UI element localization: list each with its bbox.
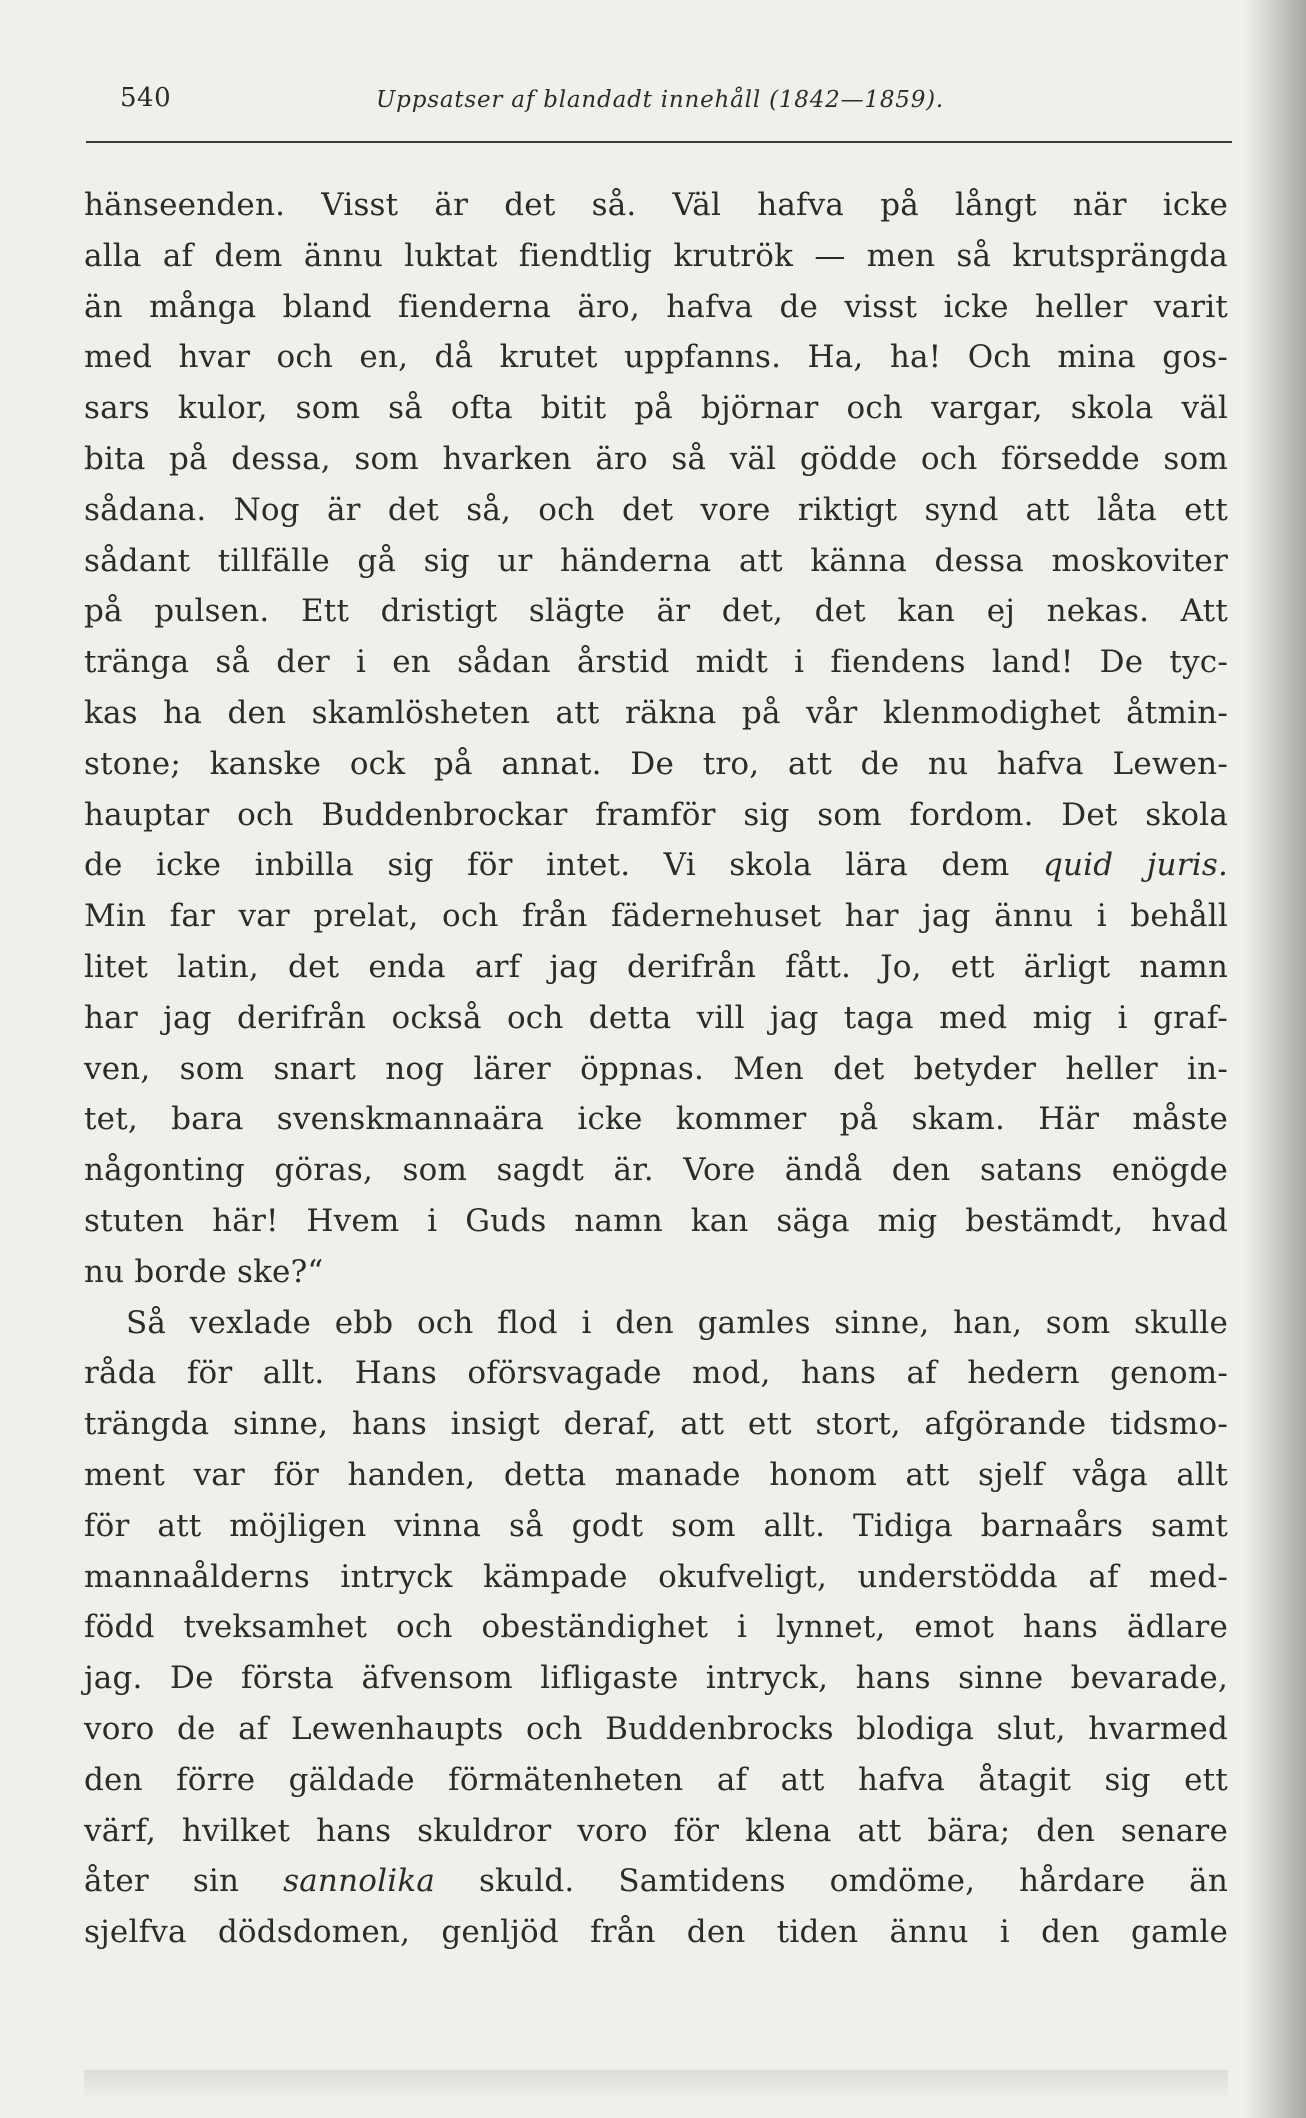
text-line: hänseenden. Visst är det så. Väl hafva på långt när icke	[84, 187, 1228, 223]
text-line: Min far var prelat, och från fädernehuset har jag ännu i behåll	[84, 898, 1228, 935]
text-line: med hvar och en, då krutet uppfanns. Ha, ha! Och mina gos-	[84, 339, 1228, 376]
text-line: mannaålderns intryck kämpade okufveligt, understödda af med-	[84, 1558, 1228, 1595]
text-line: ven, som snart nog lärer öppnas. Men det betyder heller in-	[84, 1050, 1228, 1087]
text-line: den förre gäldade förmätenheten af att hafva åtagit sig ett	[84, 1761, 1228, 1798]
running-head: Uppsatser af blandadt innehåll (1842—1859).	[376, 87, 945, 113]
text-line: ment var för handen, detta manade honom att sjelf våga allt	[84, 1456, 1228, 1493]
text-line: för att möjligen vinna så godt som allt. Tidiga barnaårs samt	[84, 1507, 1228, 1544]
page-gutter-shadow	[1244, 0, 1306, 2118]
page-number: 540	[120, 83, 172, 113]
text-line-segment: de icke inbilla sig för intet. Vi skola lära dem	[84, 847, 1010, 884]
text-line-segment: åter sin	[84, 1863, 240, 1900]
text-line: tränga så der i en sådan årstid midt i fiendens land! De tyc-	[84, 644, 1228, 681]
body-text	[84, 180, 1228, 1958]
text-line: kas ha den skamlösheten att räkna på vår klenmodighet åtmin-	[84, 694, 1228, 731]
text-line-paragraph-end: nu borde ske?“	[84, 1253, 324, 1290]
text-line: än många bland fienderna äro, hafva de visst icke heller varit	[84, 288, 1228, 325]
text-line: på pulsen. Ett dristigt slägte är det, det kan ej nekas. Att	[84, 593, 1228, 630]
header-rule	[86, 141, 1232, 143]
text-line: född tveksamhet och obeständighet i lynnet, emot hans ädlare	[84, 1609, 1228, 1646]
text-line: någonting göras, som sagdt är. Vore ändå den satans enögde	[84, 1152, 1228, 1189]
text-line: hauptar och Buddenbrockar framför sig som fordom. Det skola	[84, 796, 1228, 833]
text-line: bita på dessa, som hvarken äro så väl gödde och försedde som	[84, 440, 1228, 477]
text-line: stone; kanske ock på annat. De tro, att de nu hafva Lewen-	[84, 745, 1228, 782]
text-line: sådana. Nog är det så, och det vore riktigt synd att låta ett	[84, 491, 1228, 528]
page-header	[120, 82, 1232, 122]
text-line-paragraph-start: Så vexlade ebb och flod i den gamles sinne, han, som skulle	[126, 1304, 1228, 1341]
text-line: alla af dem ännu luktat fiendtlig krutrök — men så krutsprängda	[84, 237, 1228, 274]
text-line: litet latin, det enda arf jag derifrån fått. Jo, ett ärligt namn	[84, 948, 1228, 985]
text-line: sjelfva dödsdomen, genljöd från den tiden ännu i den gamle	[84, 1914, 1228, 1951]
italic-phrase: quid juris.	[1042, 847, 1228, 884]
text-line: tet, bara svenskmannaära icke kommer på skam. Här måste	[84, 1101, 1228, 1138]
text-line: trängda sinne, hans insigt deraf, att ett stort, afgörande tidsmo-	[84, 1406, 1228, 1443]
text-line-with-italic	[84, 840, 1228, 891]
text-line: sars kulor, som så ofta bitit på björnar och vargar, skola väl	[84, 390, 1228, 427]
italic-word: sannolika	[283, 1863, 436, 1900]
text-line: råda för allt. Hans oförsvagade mod, hans af hedern genom-	[84, 1355, 1228, 1392]
text-line: jag. De första äfvensom lifligaste intryck, hans sinne bevarade,	[84, 1660, 1228, 1697]
text-line: har jag derifrån också och detta vill jag taga med mig i graf-	[84, 999, 1228, 1036]
text-line: voro de af Lewenhaupts och Buddenbrocks blodiga slut, hvarmed	[84, 1710, 1228, 1747]
text-line-with-italic	[84, 1856, 1228, 1907]
text-line: värf, hvilket hans skuldror voro för klena att bära; den senare	[84, 1812, 1228, 1849]
text-line-segment: skuld. Samtidens omdöme, hårdare än	[478, 1863, 1228, 1900]
text-line: sådant tillfälle gå sig ur händerna att känna dessa moskoviter	[84, 542, 1228, 579]
text-line: stuten här! Hvem i Guds namn kan säga mig bestämdt, hvad	[84, 1202, 1228, 1239]
bleed-through-next-line	[84, 2070, 1228, 2100]
